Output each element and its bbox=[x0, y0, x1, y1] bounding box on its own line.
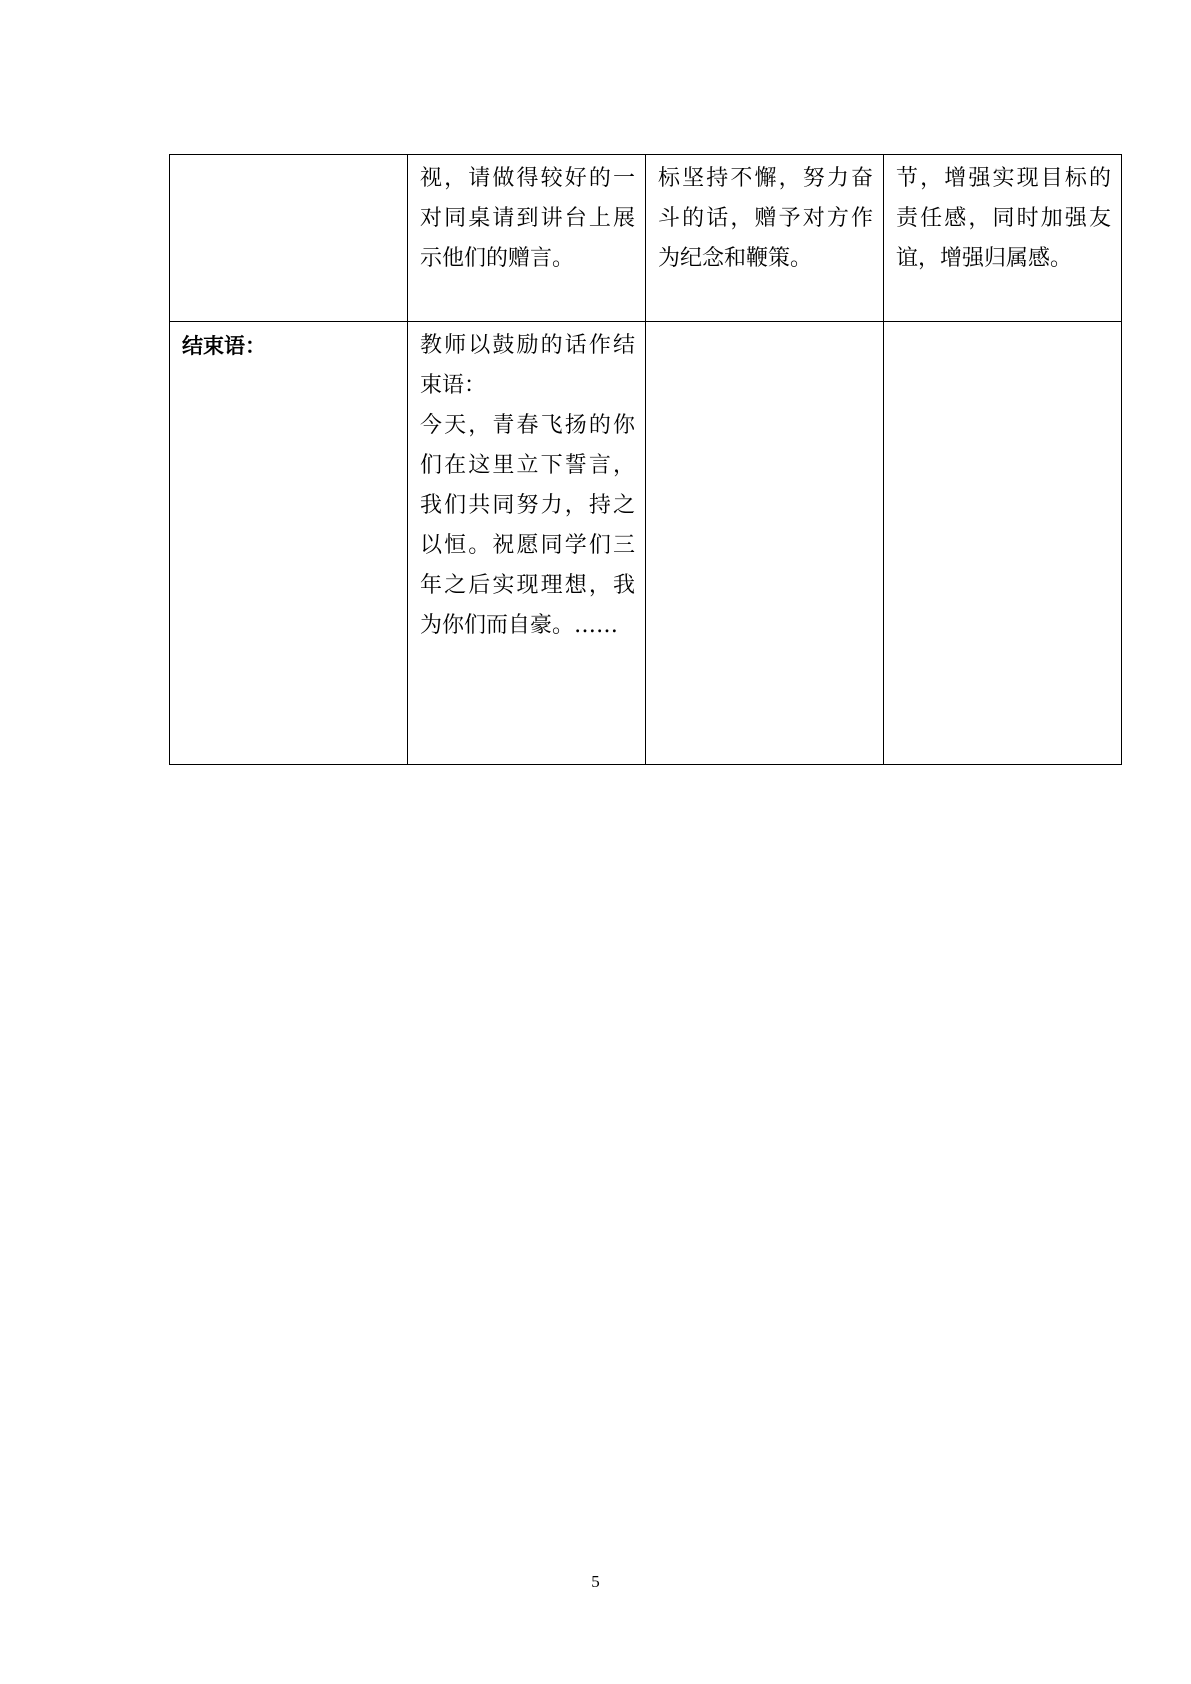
lesson-plan-table bbox=[169, 154, 1122, 765]
table-cell-design-intent: 节，增强实现目标的责任感，同时加强友谊，增强归属感。 bbox=[884, 155, 1122, 322]
table-cell-student-activity: 标坚持不懈，努力奋斗的话，赠予对方作为纪念和鞭策。 bbox=[646, 155, 884, 322]
table-cell-stage bbox=[170, 155, 408, 322]
table-row bbox=[170, 322, 1122, 765]
table-cell-teacher-activity: 视，请做得较好的一对同桌请到讲台上展示他们的赠言。 bbox=[408, 155, 646, 322]
table-cell-student-activity bbox=[646, 322, 884, 765]
page-number: 5 bbox=[591, 1572, 600, 1591]
closing-speech-text: 今天，青春飞扬的你们在这里立下誓言，我们共同努力，持之以恒。祝愿同学们三年之后实现理想，我为你们而自豪。…… bbox=[420, 413, 635, 638]
closing-intro-text: 教师以鼓励的话作结束语： bbox=[420, 333, 635, 398]
table-cell-stage bbox=[170, 322, 408, 765]
table-cell-design-intent bbox=[884, 322, 1122, 765]
table-cell-teacher-activity bbox=[408, 322, 646, 765]
closing-remarks-label: 结束语： bbox=[182, 334, 266, 358]
table-row bbox=[170, 155, 1122, 322]
